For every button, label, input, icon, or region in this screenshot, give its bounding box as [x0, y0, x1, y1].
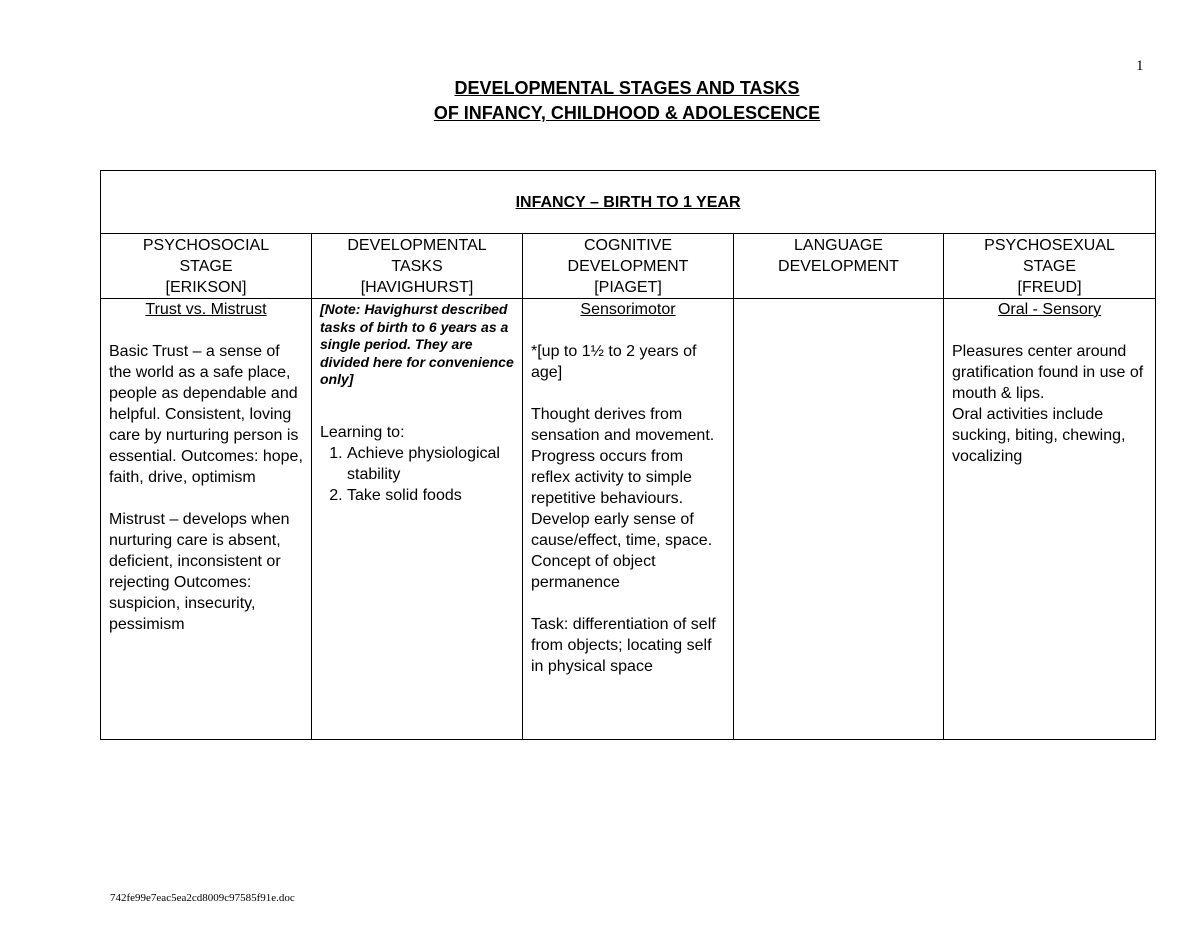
learning-to-label: Learning to:	[320, 423, 405, 441]
column-header-line: [HAVIGHURST]	[360, 279, 474, 296]
column-header-line: COGNITIVE	[583, 237, 672, 254]
freud-cell	[944, 299, 1156, 740]
developmental-stages-table	[100, 170, 1156, 740]
column-header-erikson	[101, 234, 312, 299]
column-header-line: DEVELOPMENT	[567, 258, 689, 275]
havighurst-note: [Note: Havighurst described tasks of birth to 6 years as a single period. They are divided here for convenience only]	[320, 301, 514, 387]
pleasures-paragraph: Pleasures center around gratification found in use of mouth & lips.	[952, 343, 1144, 402]
piaget-cell	[523, 299, 734, 740]
piaget-stage-heading: Sensorimotor	[580, 301, 676, 318]
age-range-text: *[up to 1½ to 2 years of age]	[531, 343, 697, 381]
developmental-task-list	[320, 443, 514, 506]
title-line-1: DEVELOPMENTAL STAGES AND TASKS	[454, 78, 800, 98]
column-header-line: DEVELOPMENT	[778, 258, 899, 275]
column-header-line: [ERIKSON]	[165, 279, 247, 296]
column-header-line: TASKS	[391, 258, 443, 275]
column-header-line: LANGUAGE	[794, 237, 883, 254]
column-header-line: STAGE	[1023, 258, 1077, 275]
erikson-stage-heading: Trust vs. Mistrust	[145, 301, 267, 318]
basic-trust-paragraph: Basic Trust – a sense of the world as a safe place, people as dependable and helpful. Consistent, loving care by nurturing person is essential. Outcomes: hope, faith, drive, optimism	[109, 343, 303, 486]
title-line-2: OF INFANCY, CHILDHOOD & ADOLESCENCE	[433, 103, 821, 123]
document-title	[0, 76, 1200, 126]
list-item: 2. Take solid foods	[347, 485, 514, 506]
column-header-row	[101, 234, 1156, 299]
column-header-language	[734, 234, 944, 299]
freud-stage-heading: Oral - Sensory	[997, 301, 1102, 318]
column-header-line: [PIAGET]	[594, 279, 662, 296]
page-number: 1	[1136, 58, 1144, 74]
mistrust-paragraph: Mistrust – develops when nurturing care is absent, deficient, inconsistent or rejecting Outcomes: suspicion, insecurity, pessimism	[109, 511, 290, 633]
column-header-line: DEVELOPMENTAL	[347, 237, 487, 254]
content-row	[101, 299, 1156, 740]
language-cell	[734, 299, 944, 740]
erikson-cell	[101, 299, 312, 740]
stage-header-row	[101, 171, 1156, 234]
column-header-line: PSYCHOSEXUAL	[984, 237, 1115, 254]
object-permanence-text: Concept of object permanence	[531, 553, 656, 591]
document-filename-footer: 742fe99e7eac5ea2cd8009c97585f91e.doc	[110, 892, 295, 904]
thought-paragraph: Thought derives from sensation and movement. Progress occurs from reflex activity to simple repetitive behaviours. Develop early sense of cause/effect, time, space.	[531, 406, 715, 549]
column-header-line: PSYCHOSOCIAL	[142, 237, 270, 254]
havighurst-cell	[312, 299, 523, 740]
column-header-freud	[944, 234, 1156, 299]
list-item: 1. Achieve physiological stability	[347, 443, 514, 485]
stage-header: INFANCY – BIRTH TO 1 YEAR	[101, 171, 1156, 234]
task-paragraph: Task: differentiation of self from objects; locating self in physical space	[531, 616, 716, 675]
oral-activities-paragraph: Oral activities include sucking, biting, chewing, vocalizing	[952, 406, 1126, 465]
column-header-line: STAGE	[179, 258, 233, 275]
column-header-piaget	[523, 234, 734, 299]
column-header-line: [FREUD]	[1017, 279, 1082, 296]
column-header-havighurst	[312, 234, 523, 299]
